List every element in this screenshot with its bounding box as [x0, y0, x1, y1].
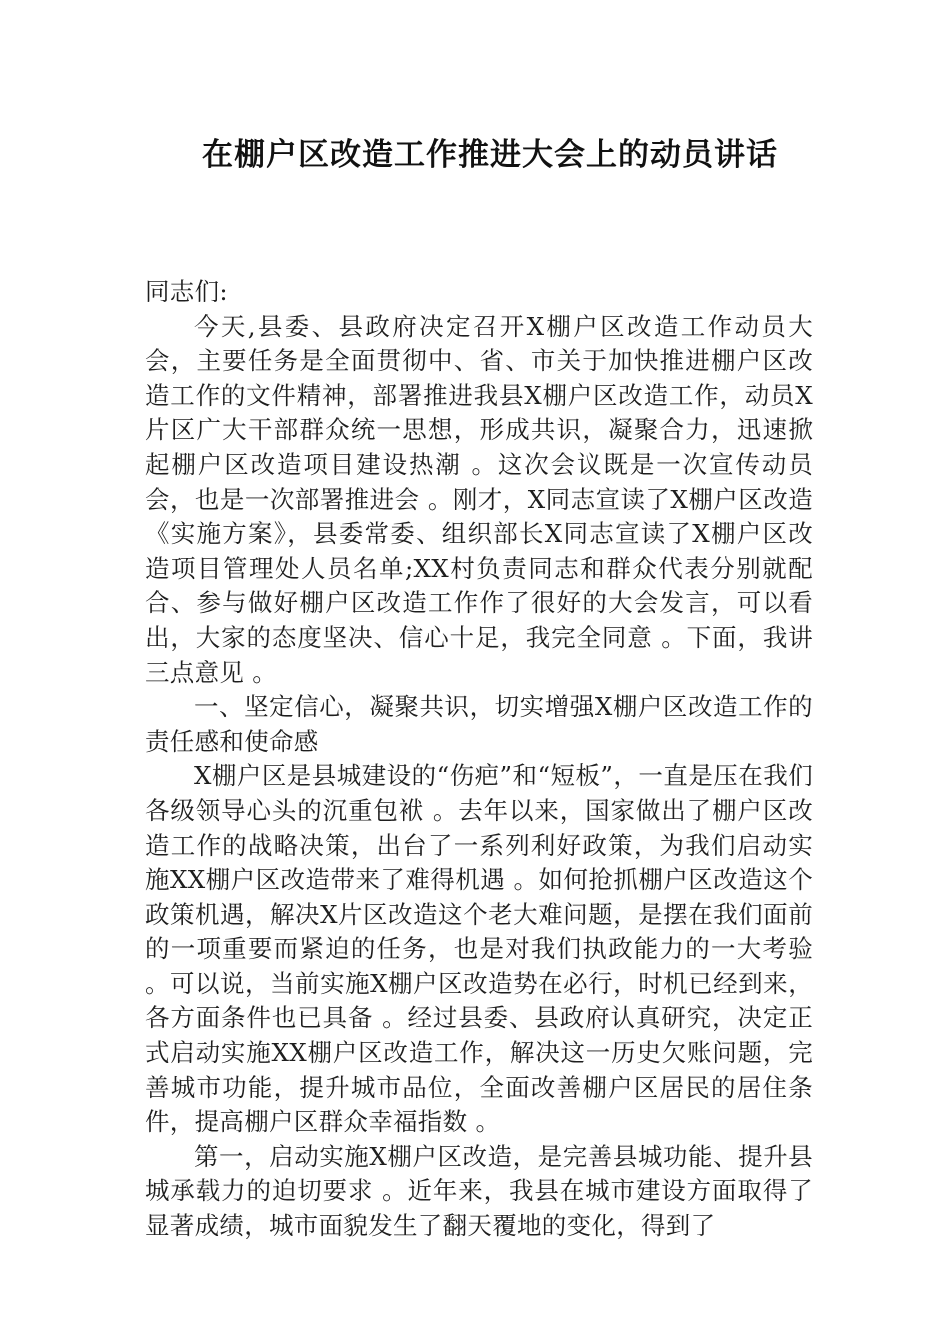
- document-body: [145, 275, 813, 1244]
- paragraph-background: X棚户区是县城建设的“伤疤”和“短板”，一直是压在我们各级领导心头的沉重包袱 。去年以来，国家做出了棚户区改造工作的战略决策，出台了一系列利好政策，为我们启动实施XX棚户区改造带来了难得机遇 。如何抢抓棚户区改造这个政策机遇，解决X片区改造这个老大难问题，是摆在我们面前的一项重要而紧迫的任务，也是对我们执政能力的一大考验 。可以说，当前实施X棚户区改造势在必行，时机已经到来，各方面条件也已具备 。经过县委、县政府认真研究，决定正式启动实施XX棚户区改造工作，解决这一历史欠账问题，完善城市功能，提升城市品位，全面改善棚户区居民的居住条件，提高棚户区群众幸福指数 。: [145, 761, 813, 1137]
- salutation: 同志们:: [145, 277, 228, 306]
- section-heading-one: 一、坚定信心，凝聚共识，切实增强X棚户区改造工作的责任感和使命感: [145, 692, 813, 756]
- paragraph-opening: 今天,县委、县政府决定召开X棚户区改造工作动员大会，主要任务是全面贯彻中、省、市关于加快推进棚户区改造工作的文件精神，部署推进我县X棚户区改造工作，动员X片区广大干部群众统一思想，形成共识，凝聚合力，迅速掀起棚户区改造项目建设热潮 。这次会议既是一次宣传动员会，也是一次部署推进会 。刚才，X同志宣读了X棚户区改造《实施方案》，县委常委、组织部长X同志宣读了X棚户区改造项目管理处人员名单;XX村负责同志和群众代表分别就配合、参与做好棚户区改造工作作了很好的大会发言，可以看出，大家的态度坚决、信心十足，我完全同意 。下面，我讲三点意见 。: [145, 311, 813, 687]
- paragraph-point-one: 第一，启动实施X棚户区改造，是完善县城功能、提升县城承载力的迫切要求 。近年来，我县在城市建设方面取得了显著成绩，城市面貌发生了翻天覆地的变化，得到了: [145, 1141, 813, 1241]
- document-title: 在棚户区改造工作推进大会上的动员讲话: [202, 137, 778, 173]
